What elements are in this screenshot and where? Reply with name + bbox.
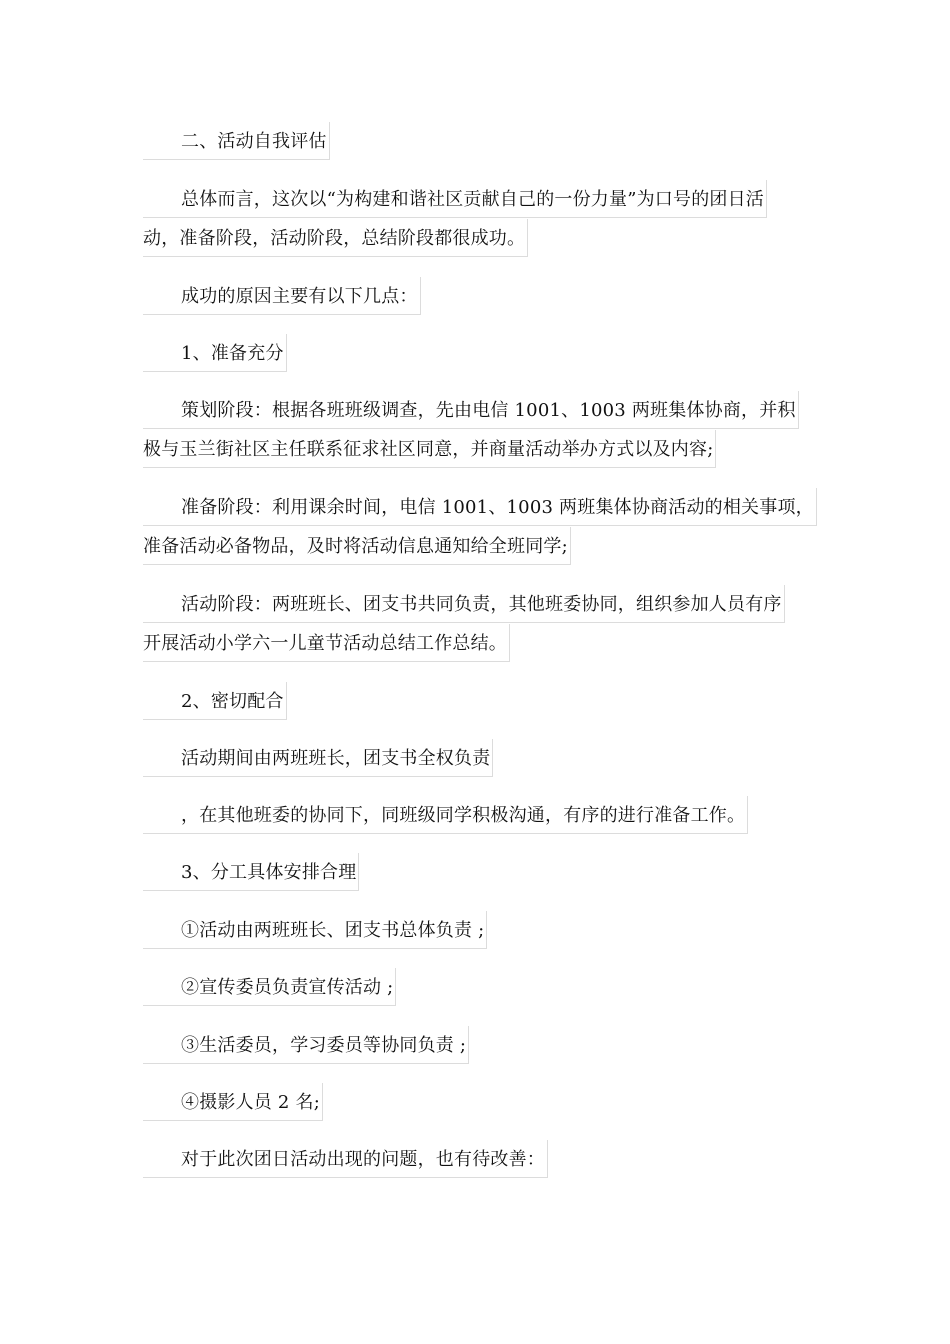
section-heading-self-evaluation — [143, 122, 330, 161]
paragraph-improvements — [143, 1140, 548, 1179]
paragraph-activity-stage — [143, 585, 785, 663]
text-line: ，在其他班委的协同下，同班级同学积极沟通，有序的进行准备工作。 — [143, 796, 748, 834]
text-line: ④摄影人员 2 名; — [143, 1083, 323, 1121]
subheading-cooperation — [143, 682, 287, 721]
text-line: 极与玉兰街社区主任联系征求社区同意，并商量活动举办方式以及内容; — [143, 430, 716, 468]
subheading-preparation — [143, 334, 287, 373]
paragraph-coordination — [143, 796, 748, 835]
text-line: 成功的原因主要有以下几点： — [143, 277, 421, 315]
list-item-4 — [143, 1083, 323, 1122]
text-line: 活动阶段：两班班长、团支书共同负责，其他班委协同，组织参加人员有序 — [143, 585, 785, 623]
list-item-1 — [143, 911, 487, 950]
subheading-task-division — [143, 853, 359, 892]
text-line: ②宣传委员负责宣传活动 ; — [143, 968, 396, 1006]
paragraph-preparation-stage — [143, 488, 817, 566]
text-line: 活动期间由两班班长，团支书全权负责 — [143, 739, 493, 777]
text-line: ①活动由两班班长、团支书总体负责 ; — [143, 911, 487, 949]
text-line: 动，准备阶段，活动阶段，总结阶段都很成功。 — [143, 219, 528, 257]
paragraph-overall-summary — [143, 180, 767, 258]
text-line: 准备阶段：利用课余时间，电信 1001、1003 两班集体协商活动的相关事项， — [143, 488, 817, 526]
text-line: 总体而言，这次以“为构建和谐社区贡献自己的一份力量”为口号的团日活 — [143, 180, 767, 218]
text-line: ③生活委员，学习委员等协同负责 ; — [143, 1026, 469, 1064]
text-line: 2、密切配合 — [143, 682, 287, 720]
text-line: 对于此次团日活动出现的问题，也有待改善： — [143, 1140, 548, 1178]
list-item-3 — [143, 1026, 469, 1065]
text-line: 策划阶段：根据各班班级调查，先由电信 1001、1003 两班集体协商，并积 — [143, 391, 799, 429]
list-item-2 — [143, 968, 396, 1007]
text-line: 1、准备充分 — [143, 334, 287, 372]
paragraph-planning-stage — [143, 391, 799, 469]
text-line: 准备活动必备物品，及时将活动信息通知给全班同学; — [143, 527, 571, 565]
text-line: 二、活动自我评估 — [143, 122, 330, 160]
text-line: 开展活动小学六一儿童节活动总结工作总结。 — [143, 624, 510, 662]
paragraph-success-reasons — [143, 277, 421, 316]
paragraph-leadership — [143, 739, 493, 778]
text-line: 3、分工具体安排合理 — [143, 853, 359, 891]
